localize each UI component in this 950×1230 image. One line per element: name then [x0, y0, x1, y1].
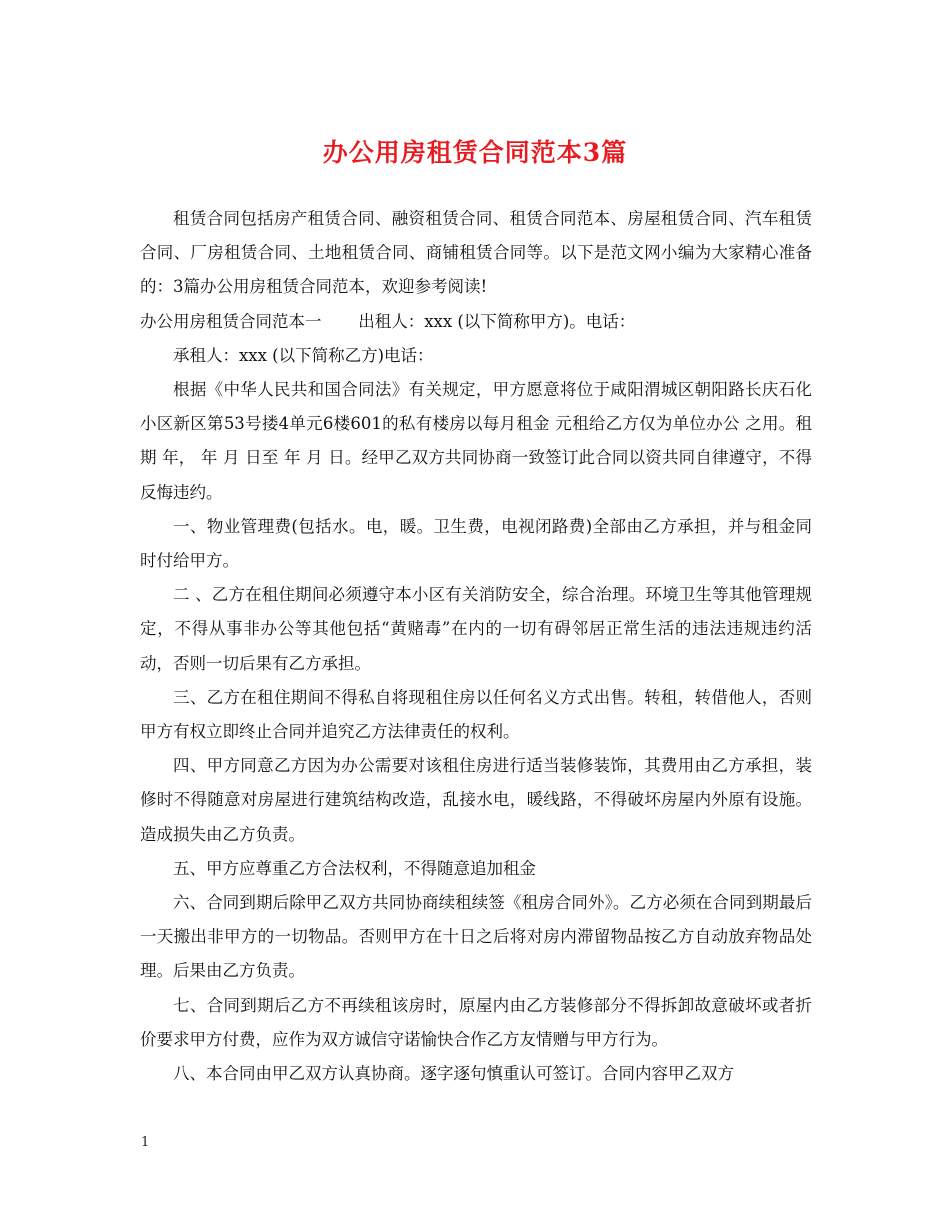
document-body	[140, 202, 812, 1091]
clause-paragraph: 二 、乙方在租住期间必须遵守本小区有关消防安全，综合治理。环境卫生等其他管理规定，不得从事非办公等其他包括“黄赌毒”在内的一切有碍邻居正常生活的违法违规违约活动，否则一切后果有乙方承担。	[140, 585, 812, 673]
clause-paragraph: 一、物业管理费(包括水。电，暖。卫生费，电视闭路费)全部由乙方承担，并与租金同时付给甲方。	[140, 516, 812, 571]
intro-paragraph: 租赁合同包括房产租赁合同、融资租赁合同、租赁合同范本、房屋租赁合同、汽车租赁合同、厂房租赁合同、土地租赁合同、商铺租赁合同等。以下是范文网小编为大家精心准备的：3篇办公用房租赁合同范本，欢迎参考阅读!	[140, 209, 812, 297]
clause-paragraph: 六、合同到期后除甲乙双方共同协商续租续签《租房合同外》。乙方必须在合同到期最后一天搬出非甲方的一切物品。否则甲方在十日之后将对房内滞留物品按乙方自动放弃物品处理。后果由乙方负责。	[140, 893, 812, 981]
document-title: 办公用房租赁合同范本3篇	[322, 138, 628, 167]
contract-one-heading-line: 办公用房租赁合同范本一 出租人：xxx (以下简称甲方)。电话：	[140, 311, 636, 331]
clause-paragraph: 三、乙方在租住期间不得私自将现租住房以任何名义方式出售。转租，转借他人，否则甲方有权立即终止合同并追究乙方法律责任的权利。	[140, 687, 812, 742]
clause-paragraph: 八、本合同由甲乙双方认真协商。逐字逐句慎重认可签订。合同内容甲乙双方	[173, 1064, 734, 1084]
page-number: 1	[141, 1135, 150, 1150]
lessee-line: 承租人：xxx (以下简称乙方)电话：	[173, 345, 434, 365]
clause-paragraph: 四、甲方同意乙方因为办公需要对该租住房进行适当装修装饰，其费用由乙方承担，装修时不得随意对房屋进行建筑结构改造，乱接水电，暖线路，不得破坏房屋内外原有设施。造成损失由乙方负责。	[140, 756, 812, 844]
clause-paragraph: 根据《中华人民共和国合同法》有关规定，甲方愿意将位于咸阳渭城区朝阳路长庆石化小区新区第53号搂4单元6楼601的私有楼房以每月租金 元租给乙方仅为单位办公 之用。租期 年， 年 月 日至 年 月 日。经甲乙双方共同协商一致签订此合同以资共同自律遵守，不得反悔违约。	[140, 380, 812, 502]
clause-paragraph: 五、甲方应尊重乙方合法权利，不得随意追加租金	[173, 858, 536, 878]
clause-paragraph: 七、合同到期后乙方不再续租该房时，原屋内由乙方装修部分不得拆卸故意破坏或者折价要求甲方付费，应作为双方诚信守诺愉快合作乙方友情赠与甲方行为。	[140, 995, 812, 1049]
